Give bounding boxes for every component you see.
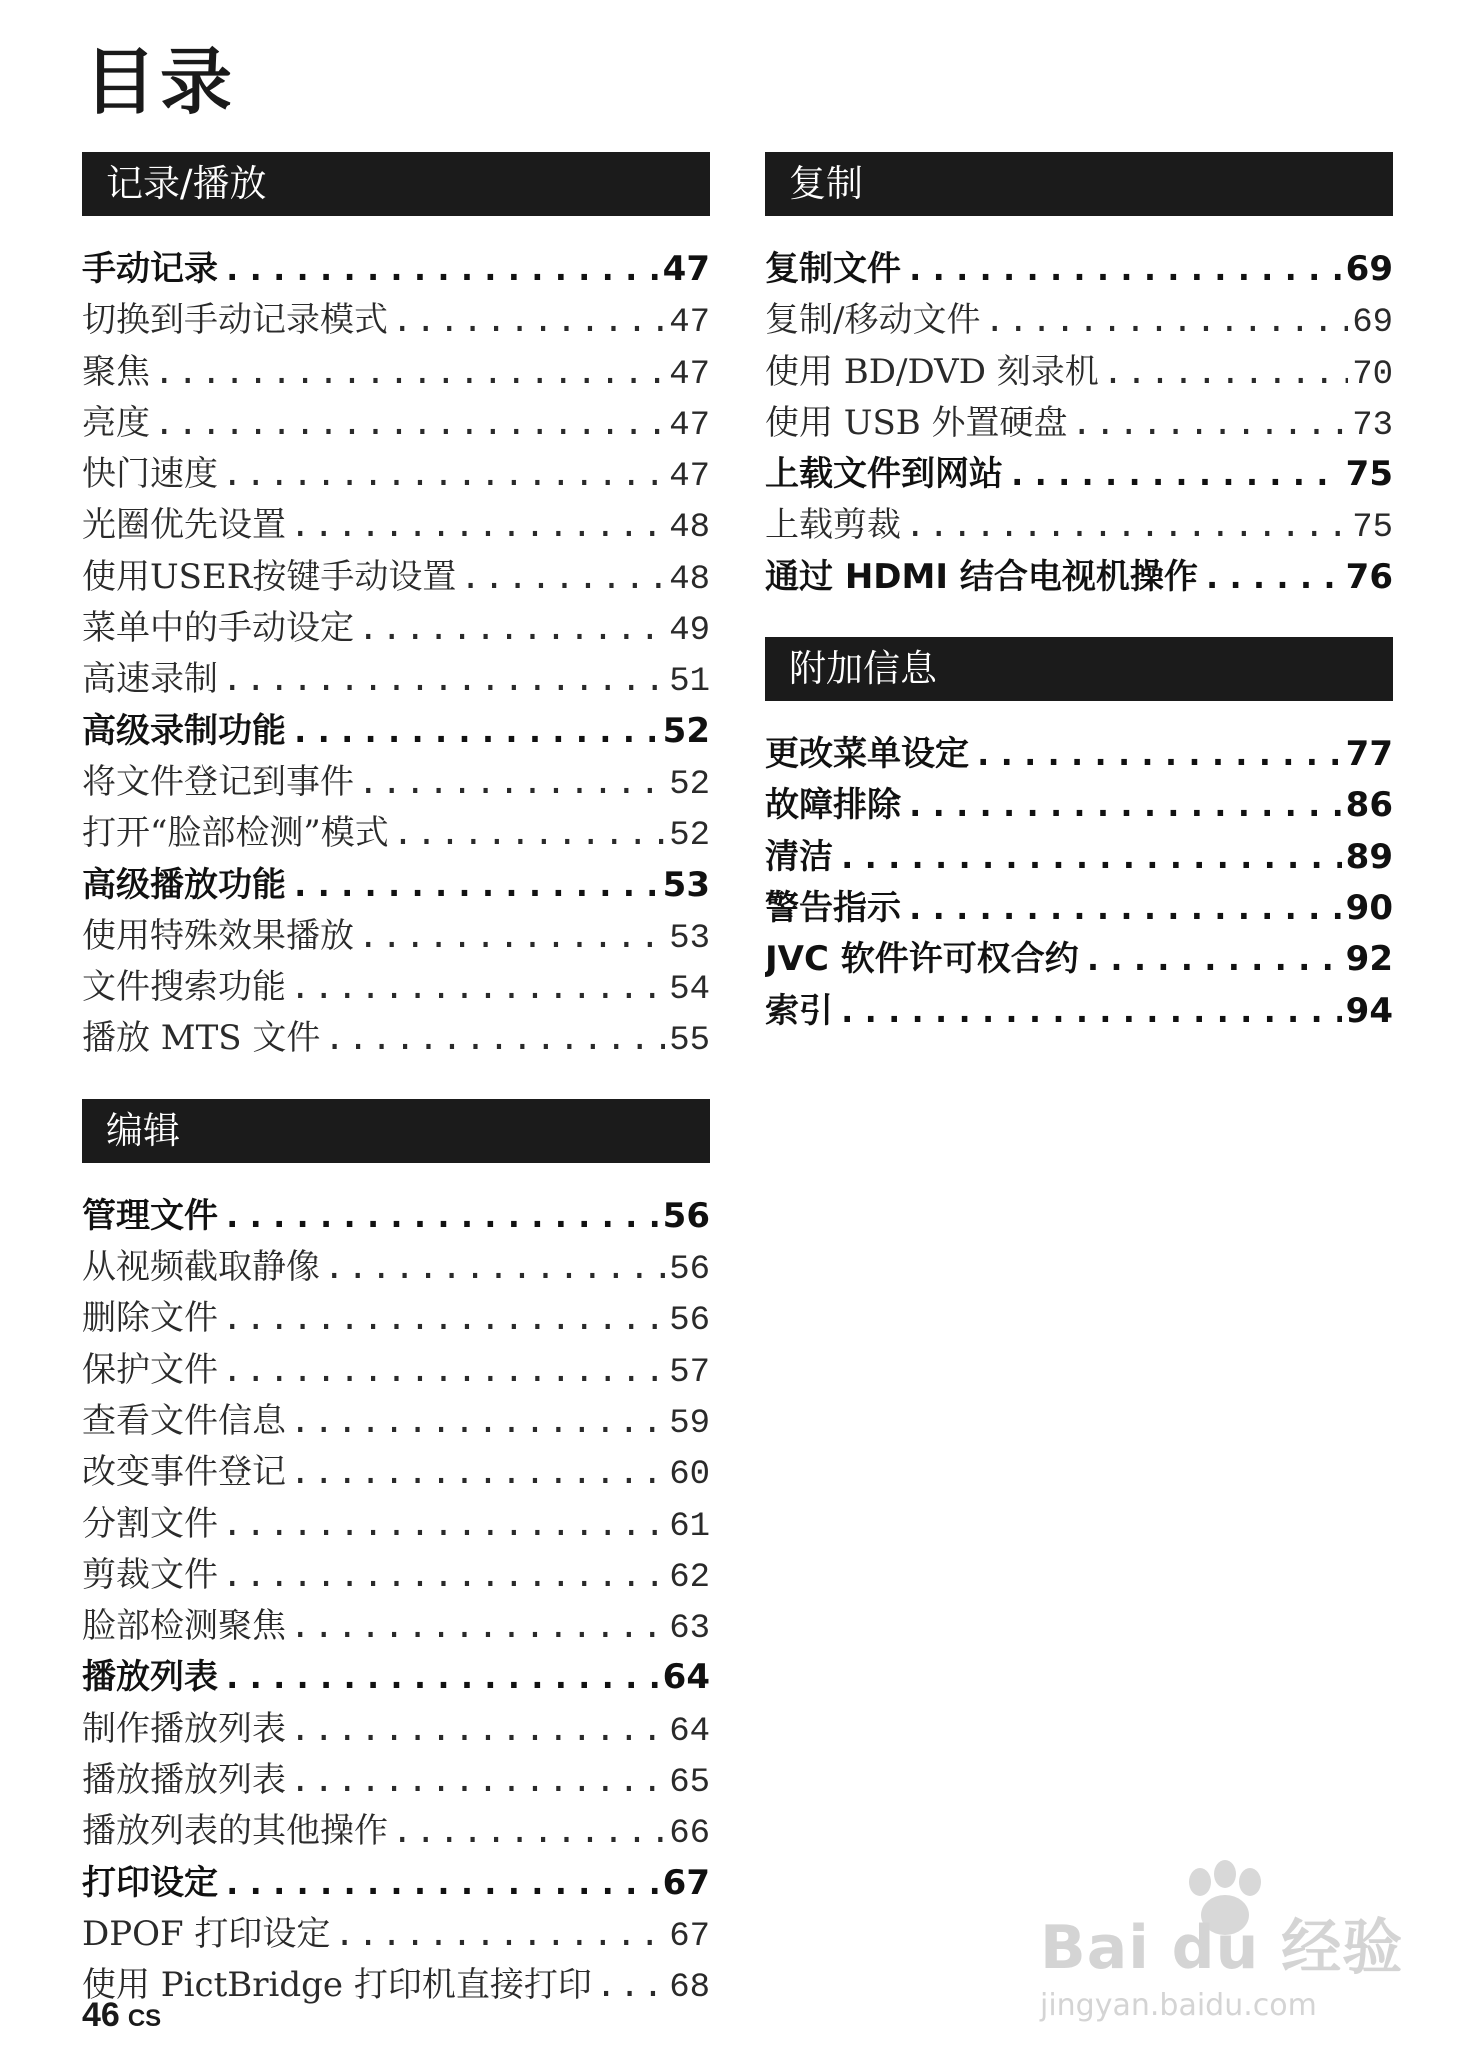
toc-entry: [82, 860, 710, 911]
dot-leader: [290, 1755, 665, 1806]
toc-entry-label: 光圈优先设置: [82, 505, 286, 546]
toc-entry-label: 切换到手动记录模式: [82, 300, 388, 341]
toc-entry-page: 67: [669, 1917, 710, 1956]
dot-leader: [154, 398, 665, 449]
toc-entry-page: 48: [669, 509, 710, 548]
toc-entry: [765, 500, 1393, 551]
toc-entry-label: 警告指示: [765, 887, 901, 928]
left-column: [82, 152, 710, 2046]
dot-leader: [290, 860, 659, 911]
toc-entry: [765, 832, 1393, 883]
toc-entry-label: 文件搜索功能: [82, 967, 286, 1008]
toc-entry: [82, 1191, 710, 1242]
toc-entry-page: 56: [669, 1302, 710, 1341]
toc-entries: [765, 729, 1393, 1037]
toc-entry-page: 51: [669, 663, 710, 702]
dot-leader: [905, 883, 1342, 934]
toc-entry-label: 播放播放列表: [82, 1760, 286, 1801]
section-edit: [82, 1099, 710, 2012]
toc-entry-page: 64: [669, 1712, 710, 1751]
toc-entry-page: 60: [669, 1456, 710, 1495]
toc-entry: [765, 295, 1393, 346]
toc-entry: [82, 706, 710, 757]
toc-entry: [765, 244, 1393, 295]
dot-leader: [222, 1652, 659, 1703]
watermark-site: jingyan.baidu.com: [1040, 1988, 1317, 2023]
toc-entry-label: 分割文件: [82, 1503, 218, 1544]
toc-entry: [82, 1601, 710, 1652]
toc-entry-label: 从视频截取静像: [82, 1247, 320, 1288]
toc-entry: [765, 986, 1393, 1037]
section-record-playback: [82, 152, 710, 1065]
toc-entries: [765, 244, 1393, 603]
toc-entry-page: 90: [1345, 887, 1393, 928]
toc-entry-page: 92: [1345, 939, 1393, 980]
toc-entry: [82, 347, 710, 398]
toc-entry-page: 47: [669, 458, 710, 497]
toc-entry-label: 菜单中的手动设定: [82, 608, 354, 649]
dot-leader: [1007, 449, 1342, 500]
dot-leader: [984, 295, 1348, 346]
dot-leader: [1202, 552, 1342, 603]
toc-entry: [82, 603, 710, 654]
toc-entry-label: 播放列表的其他操作: [82, 1811, 388, 1852]
toc-entries: [82, 244, 710, 1065]
dot-leader: [460, 552, 665, 603]
toc-entry-label: 使用 BD/DVD 刻录机: [765, 351, 1099, 392]
toc-entry-page: 49: [669, 612, 710, 651]
toc-entry: [82, 295, 710, 346]
dot-leader: [905, 780, 1342, 831]
toc-entry-page: 64: [662, 1657, 710, 1698]
toc-entry: [82, 1013, 710, 1064]
toc-entry-page: 75: [1352, 509, 1393, 548]
toc-entry-label: DPOF 打印设定: [82, 1913, 331, 1954]
toc-entry-label: 制作播放列表: [82, 1708, 286, 1749]
toc-entry: [82, 1806, 710, 1857]
toc-entry-page: 70: [1352, 355, 1393, 394]
toc-entry: [765, 552, 1393, 603]
dot-leader: [290, 1704, 665, 1755]
toc-entry-label: 打印设定: [82, 1862, 218, 1903]
toc-entry-label: 亮度: [82, 402, 150, 443]
toc-entry-page: 54: [669, 971, 710, 1010]
toc-entry-page: 86: [1345, 785, 1393, 826]
toc-entry-page: 53: [669, 919, 710, 958]
toc-entry: [82, 962, 710, 1013]
toc-entry-page: 53: [662, 864, 710, 905]
toc-entry-label: 上载剪裁: [765, 505, 901, 546]
toc-entry: [82, 1550, 710, 1601]
dot-leader: [1072, 398, 1349, 449]
toc-entry: [82, 398, 710, 449]
dot-leader: [290, 962, 665, 1013]
toc-entry-page: 68: [669, 1969, 710, 2008]
toc-entry-page: 62: [669, 1558, 710, 1597]
dot-leader: [358, 603, 665, 654]
toc-entry-page: 48: [669, 560, 710, 599]
toc-entry: [82, 449, 710, 500]
toc-entry: [82, 1242, 710, 1293]
toc-entry-label: 上载文件到网站: [765, 454, 1003, 495]
dot-leader: [973, 729, 1342, 780]
toc-entry-page: 56: [669, 1251, 710, 1290]
dot-leader: [222, 1499, 665, 1550]
toc-entry-page: 67: [662, 1862, 710, 1903]
section-header: 编辑: [82, 1099, 710, 1163]
dot-leader: [324, 1013, 665, 1064]
section-additional-info: [765, 637, 1393, 1037]
page-title: 目录: [84, 40, 237, 124]
toc-entry-page: 75: [1345, 454, 1393, 495]
dot-leader: [324, 1242, 665, 1293]
toc-entry: [82, 1345, 710, 1396]
page-number-value: 46: [82, 1996, 120, 2034]
toc-entry-label: 查看文件信息: [82, 1400, 286, 1441]
toc-entry-label: 打开“脸部检测”模式: [82, 813, 389, 854]
section-header: 记录/播放: [82, 152, 710, 216]
toc-entry-page: 52: [662, 710, 710, 751]
toc-entry-page: 76: [1345, 556, 1393, 597]
dot-leader: [222, 1293, 665, 1344]
toc-entry: [82, 1755, 710, 1806]
toc-entry-label: 更改菜单设定: [765, 734, 969, 775]
toc-entry-label: 使用 USB 外置硬盘: [765, 402, 1068, 443]
section-header: 附加信息: [765, 637, 1393, 701]
dot-leader: [222, 1345, 665, 1396]
toc-entry-label: JVC 软件许可权合约: [765, 939, 1079, 980]
toc-entry-label: 保护文件: [82, 1349, 218, 1390]
dot-leader: [1083, 934, 1342, 985]
toc-entry: [765, 780, 1393, 831]
watermark-brand: Bai du 经验: [1040, 1913, 1404, 1983]
toc-entry: [765, 347, 1393, 398]
toc-entry-page: 65: [669, 1764, 710, 1803]
dot-leader: [290, 1396, 665, 1447]
toc-entry: [82, 1396, 710, 1447]
dot-leader: [290, 1601, 665, 1652]
toc-entry-label: 故障排除: [765, 785, 901, 826]
toc-entry: [82, 1652, 710, 1703]
language-code: CS: [127, 2005, 162, 2032]
dot-leader: [392, 295, 665, 346]
toc-entry-page: 77: [1345, 734, 1393, 775]
toc-entry-label: 改变事件登记: [82, 1452, 286, 1493]
dot-leader: [290, 500, 665, 551]
toc-entry-page: 61: [669, 1507, 710, 1546]
dot-leader: [837, 986, 1342, 1037]
toc-entry-label: 脸部检测聚焦: [82, 1606, 286, 1647]
toc-entry-label: 复制文件: [765, 249, 901, 289]
dot-leader: [1103, 347, 1348, 398]
toc-entry-label: 快门速度: [82, 454, 218, 495]
toc-entry-label: 手动记录: [82, 249, 218, 289]
toc-entry-label: 高速录制: [82, 659, 218, 700]
toc-entry-label: 通过 HDMI 结合电视机操作: [765, 556, 1198, 597]
toc-entry-page: 47: [662, 249, 710, 289]
section-header: 复制: [765, 152, 1393, 216]
toc-entry: [765, 883, 1393, 934]
toc-entry-page: 59: [669, 1404, 710, 1443]
toc-entry: [82, 1858, 710, 1909]
page-number: [82, 1996, 161, 2035]
toc-entry-label: 高级录制功能: [82, 710, 286, 751]
dot-leader: [334, 1909, 665, 1960]
toc-entry: [82, 808, 710, 859]
toc-entry-label: 播放列表: [82, 1657, 218, 1698]
dot-leader: [154, 347, 665, 398]
toc-entry-page: 94: [1345, 990, 1393, 1031]
toc-entry-page: 69: [1352, 304, 1393, 343]
dot-leader: [290, 1447, 665, 1498]
toc-entry: [82, 757, 710, 808]
dot-leader: [358, 911, 665, 962]
toc-entry-page: 55: [669, 1022, 710, 1061]
toc-entry-page: 56: [662, 1195, 710, 1236]
dot-leader: [290, 706, 659, 757]
toc-entry-label: 索引: [765, 990, 833, 1031]
toc-entry-page: 47: [669, 304, 710, 343]
dot-leader: [222, 1858, 659, 1909]
toc-entry-label: 使用 PictBridge 打印机直接打印: [82, 1965, 592, 2006]
toc-entry-page: 47: [669, 355, 710, 394]
toc-entry-label: 高级播放功能: [82, 864, 286, 905]
toc-entry: [82, 911, 710, 962]
dot-leader: [905, 244, 1342, 295]
toc-entry-page: 89: [1345, 836, 1393, 877]
dot-leader: [392, 1806, 665, 1857]
watermark: [1020, 1860, 1420, 2060]
dot-leader: [837, 832, 1342, 883]
dot-leader: [358, 757, 665, 808]
toc-entry-page: 63: [669, 1610, 710, 1649]
toc-entry-page: 57: [669, 1353, 710, 1392]
toc-entry: [82, 654, 710, 705]
toc-entry: [765, 934, 1393, 985]
toc-entry: [82, 1909, 710, 1960]
toc-entry-page: 69: [1345, 249, 1393, 289]
right-column: [765, 152, 1393, 1071]
toc-entry-label: 剪裁文件: [82, 1554, 218, 1595]
toc-entry: [82, 1447, 710, 1498]
dot-leader: [222, 654, 665, 705]
toc-entry: [765, 398, 1393, 449]
dot-leader: [222, 1550, 665, 1601]
dot-leader: [222, 244, 659, 295]
toc-entry-page: 52: [669, 765, 710, 804]
toc-entry: [82, 1960, 710, 2011]
toc-entry: [82, 1293, 710, 1344]
toc-entry-label: 删除文件: [82, 1298, 218, 1339]
toc-entry-label: 播放 MTS 文件: [82, 1018, 321, 1059]
toc-entry-label: 使用USER按键手动设置: [82, 556, 457, 597]
toc-entry: [765, 729, 1393, 780]
toc-entry: [82, 500, 710, 551]
toc-entry-page: 73: [1352, 406, 1393, 445]
toc-entry: [765, 449, 1393, 500]
toc-entry: [82, 244, 710, 295]
toc-entry-label: 将文件登记到事件: [82, 761, 354, 802]
toc-entry: [82, 1704, 710, 1755]
dot-leader: [596, 1960, 665, 2011]
toc-entry-page: 66: [669, 1815, 710, 1854]
dot-leader: [222, 1191, 659, 1242]
toc-entry-label: 复制/移动文件: [765, 300, 981, 341]
toc-entry-label: 管理文件: [82, 1195, 218, 1236]
toc-entry: [82, 1499, 710, 1550]
dot-leader: [905, 500, 1348, 551]
toc-entry-page: 47: [669, 406, 710, 445]
toc-entry-label: 使用特殊效果播放: [82, 915, 354, 956]
toc-entry-label: 清洁: [765, 836, 833, 877]
toc-entry: [82, 552, 710, 603]
section-copy: [765, 152, 1393, 603]
toc-entries: [82, 1191, 710, 2012]
dot-leader: [222, 449, 665, 500]
toc-entry-label: 聚焦: [82, 351, 150, 392]
dot-leader: [393, 808, 665, 859]
toc-entry-page: 52: [669, 817, 710, 856]
